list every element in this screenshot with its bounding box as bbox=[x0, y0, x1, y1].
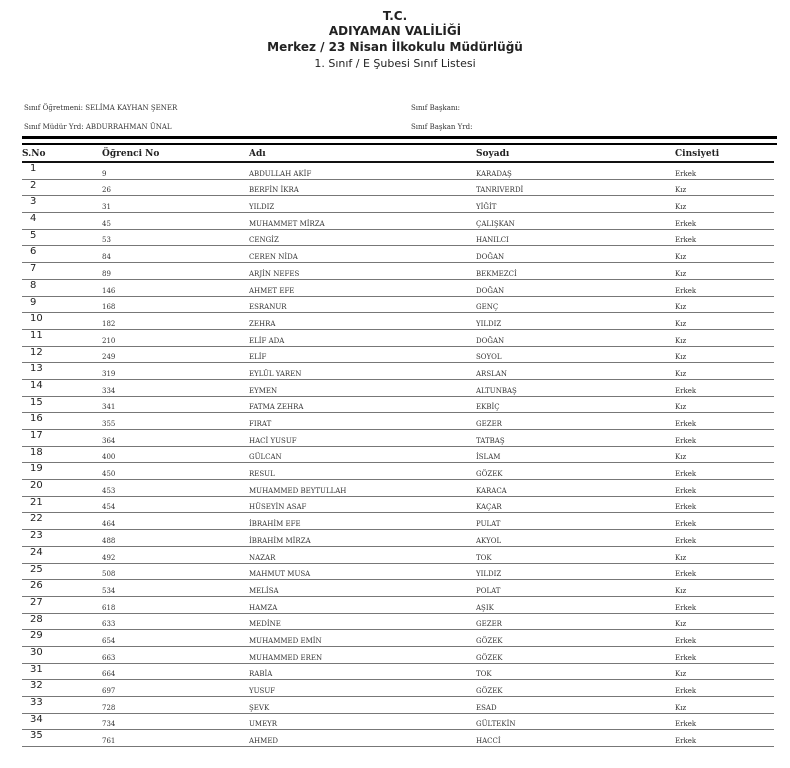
table-row bbox=[22, 179, 774, 196]
cell-first-name: CENGİZ bbox=[249, 229, 476, 246]
cell-first-name: RABİA bbox=[249, 663, 476, 680]
cell-student-no: 249 bbox=[102, 346, 249, 363]
cell-gender: Erkek bbox=[675, 630, 774, 647]
header-governorship: ADIYAMAN VALİLİĞİ bbox=[328, 24, 462, 38]
cell-student-no: 9 bbox=[102, 162, 249, 179]
cell-first-name: UMEYR bbox=[249, 713, 476, 730]
cell-sno: 26 bbox=[22, 580, 102, 597]
cell-last-name: KARADAŞ bbox=[476, 162, 675, 179]
cell-last-name: TOK bbox=[476, 546, 675, 563]
table-row bbox=[22, 162, 774, 179]
cell-gender: Erkek bbox=[675, 513, 774, 530]
cell-sno: 13 bbox=[22, 363, 102, 380]
cell-gender: Kız bbox=[675, 313, 774, 330]
cell-student-no: 89 bbox=[102, 263, 249, 280]
cell-gender: Kız bbox=[675, 396, 774, 413]
table-row bbox=[22, 296, 774, 313]
table-row bbox=[22, 363, 774, 380]
cell-last-name: ÇALIŞKAN bbox=[476, 213, 675, 230]
cell-first-name: FATMA ZEHRA bbox=[249, 396, 476, 413]
table-row bbox=[22, 379, 774, 396]
cell-first-name: YUSUF bbox=[249, 680, 476, 697]
cell-gender: Erkek bbox=[675, 730, 774, 747]
cell-sno: 23 bbox=[22, 530, 102, 547]
cell-sno: 22 bbox=[22, 513, 102, 530]
cell-gender: Kız bbox=[675, 263, 774, 280]
cell-student-no: 488 bbox=[102, 530, 249, 547]
cell-first-name: EYMEN bbox=[249, 379, 476, 396]
cell-first-name: ABDULLAH AKİF bbox=[249, 162, 476, 179]
cell-sno: 12 bbox=[22, 346, 102, 363]
cell-sno: 20 bbox=[22, 480, 102, 497]
table-row bbox=[22, 329, 774, 346]
cell-sno: 16 bbox=[22, 413, 102, 430]
table-row bbox=[22, 213, 774, 230]
cell-student-no: 728 bbox=[102, 697, 249, 714]
cell-first-name: İBRAHİM EFE bbox=[249, 513, 476, 530]
document-title: 1. Sınıf / E Şubesi Sınıf Listesi bbox=[314, 57, 476, 70]
table-row bbox=[22, 563, 774, 580]
table-row bbox=[22, 396, 774, 413]
cell-last-name: YILDIZ bbox=[476, 563, 675, 580]
cell-student-no: 633 bbox=[102, 613, 249, 630]
cell-student-no: 454 bbox=[102, 496, 249, 513]
cell-gender: Kız bbox=[675, 546, 774, 563]
cell-gender: Kız bbox=[675, 179, 774, 196]
cell-gender: Kız bbox=[675, 329, 774, 346]
cell-student-no: 654 bbox=[102, 630, 249, 647]
cell-first-name: MUHAMMET MİRZA bbox=[249, 213, 476, 230]
cell-sno: 33 bbox=[22, 697, 102, 714]
cell-student-no: 31 bbox=[102, 196, 249, 213]
cell-sno: 15 bbox=[22, 396, 102, 413]
cell-first-name: ARJİN NEFES bbox=[249, 263, 476, 280]
cell-student-no: 697 bbox=[102, 680, 249, 697]
table-header-row bbox=[22, 147, 774, 162]
cell-student-no: 453 bbox=[102, 480, 249, 497]
table-row bbox=[22, 246, 774, 263]
cell-sno: 18 bbox=[22, 446, 102, 463]
cell-sno: 34 bbox=[22, 713, 102, 730]
cell-gender: Erkek bbox=[675, 162, 774, 179]
cell-sno: 2 bbox=[22, 179, 102, 196]
cell-student-no: 492 bbox=[102, 546, 249, 563]
column-header-gender: Cinsiyeti bbox=[675, 147, 774, 162]
cell-gender: Erkek bbox=[675, 646, 774, 663]
cell-gender: Erkek bbox=[675, 213, 774, 230]
cell-student-no: 319 bbox=[102, 363, 249, 380]
cell-last-name: DOĞAN bbox=[476, 246, 675, 263]
cell-last-name: DOĞAN bbox=[476, 279, 675, 296]
cell-student-no: 450 bbox=[102, 463, 249, 480]
student-table bbox=[22, 147, 774, 747]
cell-sno: 1 bbox=[22, 162, 102, 179]
cell-last-name: YILDIZ bbox=[476, 313, 675, 330]
cell-first-name: İBRAHİM MİRZA bbox=[249, 530, 476, 547]
cell-first-name: MUHAMMED EMİN bbox=[249, 630, 476, 647]
class-vice-president: Sınıf Başkan Yrd: bbox=[411, 123, 473, 131]
table-row bbox=[22, 713, 774, 730]
table-row bbox=[22, 613, 774, 630]
cell-first-name: MAHMUT MUSA bbox=[249, 563, 476, 580]
cell-last-name: PULAT bbox=[476, 513, 675, 530]
table-row bbox=[22, 446, 774, 463]
cell-last-name: TATBAŞ bbox=[476, 430, 675, 447]
cell-gender: Erkek bbox=[675, 379, 774, 396]
column-header-sno: S.No bbox=[22, 147, 102, 162]
cell-student-no: 400 bbox=[102, 446, 249, 463]
cell-first-name: RESUL bbox=[249, 463, 476, 480]
cell-sno: 35 bbox=[22, 730, 102, 747]
table-row bbox=[22, 530, 774, 547]
cell-gender: Kız bbox=[675, 580, 774, 597]
cell-student-no: 341 bbox=[102, 396, 249, 413]
cell-first-name: MELİSA bbox=[249, 580, 476, 597]
cell-sno: 11 bbox=[22, 329, 102, 346]
cell-first-name: YILDIZ bbox=[249, 196, 476, 213]
cell-gender: Kız bbox=[675, 446, 774, 463]
cell-first-name: HAMZA bbox=[249, 596, 476, 613]
cell-sno: 3 bbox=[22, 196, 102, 213]
column-header-first-name: Adı bbox=[249, 147, 476, 162]
table-row bbox=[22, 229, 774, 246]
cell-gender: Erkek bbox=[675, 480, 774, 497]
cell-sno: 4 bbox=[22, 213, 102, 230]
cell-student-no: 664 bbox=[102, 663, 249, 680]
cell-sno: 5 bbox=[22, 229, 102, 246]
cell-last-name: GEZER bbox=[476, 613, 675, 630]
cell-last-name: ESAD bbox=[476, 697, 675, 714]
table-row bbox=[22, 430, 774, 447]
cell-student-no: 26 bbox=[102, 179, 249, 196]
table-row bbox=[22, 313, 774, 330]
cell-first-name: HÜSEYİN ASAF bbox=[249, 496, 476, 513]
cell-last-name: İSLAM bbox=[476, 446, 675, 463]
cell-last-name: EKBİÇ bbox=[476, 396, 675, 413]
cell-last-name: ALTUNBAŞ bbox=[476, 379, 675, 396]
cell-first-name: MUHAMMED EREN bbox=[249, 646, 476, 663]
table-row bbox=[22, 697, 774, 714]
cell-sno: 29 bbox=[22, 630, 102, 647]
cell-first-name: AHMET EFE bbox=[249, 279, 476, 296]
cell-gender: Kız bbox=[675, 697, 774, 714]
cell-first-name: ESRANUR bbox=[249, 296, 476, 313]
table-row bbox=[22, 513, 774, 530]
cell-gender: Kız bbox=[675, 196, 774, 213]
cell-gender: Kız bbox=[675, 613, 774, 630]
cell-sno: 7 bbox=[22, 263, 102, 280]
table-row bbox=[22, 580, 774, 597]
cell-last-name: SOYOL bbox=[476, 346, 675, 363]
cell-student-no: 182 bbox=[102, 313, 249, 330]
cell-last-name: HACCİ bbox=[476, 730, 675, 747]
table-row bbox=[22, 630, 774, 647]
cell-student-no: 534 bbox=[102, 580, 249, 597]
cell-student-no: 84 bbox=[102, 246, 249, 263]
column-header-student-no: Öğrenci No bbox=[102, 147, 249, 162]
cell-sno: 6 bbox=[22, 246, 102, 263]
cell-last-name: HANILCI bbox=[476, 229, 675, 246]
cell-first-name: HACİ YUSUF bbox=[249, 430, 476, 447]
cell-last-name: AŞIK bbox=[476, 596, 675, 613]
table-row bbox=[22, 346, 774, 363]
table-row bbox=[22, 496, 774, 513]
cell-student-no: 364 bbox=[102, 430, 249, 447]
cell-sno: 27 bbox=[22, 596, 102, 613]
cell-gender: Kız bbox=[675, 296, 774, 313]
cell-sno: 19 bbox=[22, 463, 102, 480]
cell-first-name: ELİF bbox=[249, 346, 476, 363]
cell-first-name: CEREN NİDA bbox=[249, 246, 476, 263]
cell-student-no: 53 bbox=[102, 229, 249, 246]
header-country: T.C. bbox=[382, 9, 408, 23]
cell-sno: 25 bbox=[22, 563, 102, 580]
table-row bbox=[22, 463, 774, 480]
cell-student-no: 355 bbox=[102, 413, 249, 430]
header-divider-thin bbox=[22, 143, 777, 145]
cell-sno: 10 bbox=[22, 313, 102, 330]
cell-student-no: 334 bbox=[102, 379, 249, 396]
cell-last-name: AKYOL bbox=[476, 530, 675, 547]
table-row bbox=[22, 680, 774, 697]
cell-sno: 14 bbox=[22, 379, 102, 396]
cell-sno: 28 bbox=[22, 613, 102, 630]
cell-student-no: 210 bbox=[102, 329, 249, 346]
table-row bbox=[22, 279, 774, 296]
cell-last-name: BEKMEZCİ bbox=[476, 263, 675, 280]
cell-student-no: 761 bbox=[102, 730, 249, 747]
cell-gender: Erkek bbox=[675, 596, 774, 613]
cell-gender: Erkek bbox=[675, 530, 774, 547]
cell-last-name: GEZER bbox=[476, 413, 675, 430]
cell-last-name: DOĞAN bbox=[476, 329, 675, 346]
cell-first-name: ZEHRA bbox=[249, 313, 476, 330]
cell-student-no: 734 bbox=[102, 713, 249, 730]
cell-gender: Erkek bbox=[675, 463, 774, 480]
cell-student-no: 146 bbox=[102, 279, 249, 296]
cell-last-name: GENÇ bbox=[476, 296, 675, 313]
table-row bbox=[22, 663, 774, 680]
cell-sno: 30 bbox=[22, 646, 102, 663]
table-row bbox=[22, 413, 774, 430]
class-president: Sınıf Başkanı: bbox=[411, 104, 461, 112]
cell-last-name: KARACA bbox=[476, 480, 675, 497]
cell-gender: Erkek bbox=[675, 229, 774, 246]
class-teacher: Sınıf Öğretmeni: SELİMA KAYHAN ŞENER bbox=[24, 104, 178, 112]
cell-first-name: FIRAT bbox=[249, 413, 476, 430]
cell-last-name: TANRIVERDİ bbox=[476, 179, 675, 196]
cell-last-name: POLAT bbox=[476, 580, 675, 597]
column-header-last-name: Soyadı bbox=[476, 147, 675, 162]
cell-student-no: 508 bbox=[102, 563, 249, 580]
cell-student-no: 663 bbox=[102, 646, 249, 663]
cell-sno: 31 bbox=[22, 663, 102, 680]
cell-gender: Erkek bbox=[675, 496, 774, 513]
cell-first-name: EYLÜL YAREN bbox=[249, 363, 476, 380]
cell-last-name: YİĞİT bbox=[476, 196, 675, 213]
cell-first-name: ELİF ADA bbox=[249, 329, 476, 346]
cell-last-name: GÖZEK bbox=[476, 646, 675, 663]
cell-first-name: AHMED bbox=[249, 730, 476, 747]
cell-gender: Kız bbox=[675, 246, 774, 263]
cell-gender: Erkek bbox=[675, 413, 774, 430]
table-row bbox=[22, 646, 774, 663]
cell-gender: Kız bbox=[675, 363, 774, 380]
table-row bbox=[22, 596, 774, 613]
cell-last-name: KAÇAR bbox=[476, 496, 675, 513]
vice-principal: Sınıf Müdür Yrd: ABDURRAHMAN ÜNAL bbox=[24, 123, 172, 131]
cell-gender: Kız bbox=[675, 663, 774, 680]
cell-sno: 8 bbox=[22, 279, 102, 296]
cell-first-name: BERFİN İKRA bbox=[249, 179, 476, 196]
cell-gender: Erkek bbox=[675, 680, 774, 697]
table-row bbox=[22, 196, 774, 213]
table-row bbox=[22, 546, 774, 563]
cell-last-name: GÖZEK bbox=[476, 463, 675, 480]
table-row bbox=[22, 263, 774, 280]
cell-gender: Kız bbox=[675, 346, 774, 363]
cell-sno: 24 bbox=[22, 546, 102, 563]
cell-student-no: 618 bbox=[102, 596, 249, 613]
header-divider-thick bbox=[22, 136, 777, 139]
cell-first-name: ŞEVK bbox=[249, 697, 476, 714]
cell-gender: Erkek bbox=[675, 430, 774, 447]
table-row bbox=[22, 480, 774, 497]
cell-sno: 9 bbox=[22, 296, 102, 313]
table-body bbox=[22, 162, 774, 747]
cell-sno: 17 bbox=[22, 430, 102, 447]
cell-first-name: NAZAR bbox=[249, 546, 476, 563]
cell-gender: Erkek bbox=[675, 713, 774, 730]
cell-gender: Erkek bbox=[675, 563, 774, 580]
cell-first-name: GÜLCAN bbox=[249, 446, 476, 463]
cell-first-name: MEDİNE bbox=[249, 613, 476, 630]
cell-last-name: TOK bbox=[476, 663, 675, 680]
table-row bbox=[22, 730, 774, 747]
cell-first-name: MUHAMMED BEYTULLAH bbox=[249, 480, 476, 497]
cell-last-name: ARSLAN bbox=[476, 363, 675, 380]
cell-gender: Erkek bbox=[675, 279, 774, 296]
cell-student-no: 45 bbox=[102, 213, 249, 230]
cell-last-name: GÜLTEKİN bbox=[476, 713, 675, 730]
cell-last-name: GÖZEK bbox=[476, 680, 675, 697]
cell-student-no: 168 bbox=[102, 296, 249, 313]
header-school: Merkez / 23 Nisan İlkokulu Müdürlüğü bbox=[267, 40, 523, 54]
cell-last-name: GÖZEK bbox=[476, 630, 675, 647]
cell-student-no: 464 bbox=[102, 513, 249, 530]
cell-sno: 32 bbox=[22, 680, 102, 697]
cell-sno: 21 bbox=[22, 496, 102, 513]
